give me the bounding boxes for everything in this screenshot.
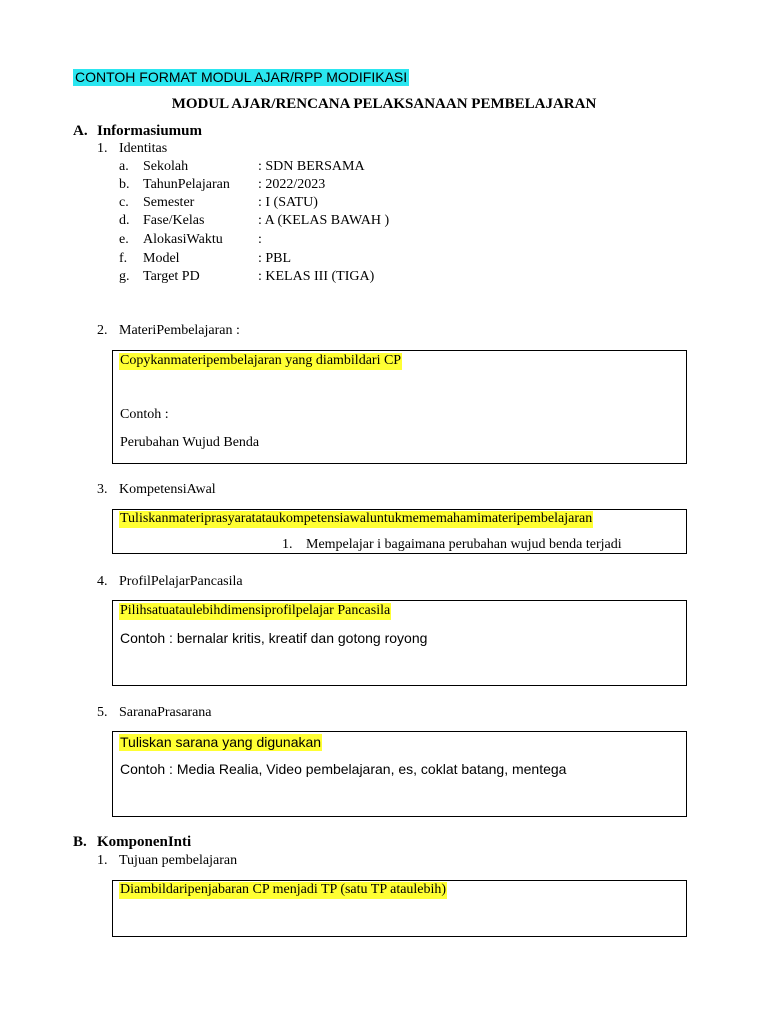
- row-letter: d.: [119, 213, 130, 228]
- profil-highlight: Pilihsatuataulebihdimensiprofilpelajar Pancasila: [120, 603, 391, 618]
- row-value: : 2022/2023: [258, 177, 326, 192]
- row-letter: a.: [119, 159, 129, 174]
- materi-number: 2.: [97, 323, 108, 338]
- materi-highlight: Copykanmateripembelajaran yang diambildari CP: [120, 353, 402, 368]
- row-label: AlokasiWaktu: [143, 232, 223, 247]
- row-label: Model: [143, 251, 180, 266]
- materi-contoh-label: Contoh :: [120, 407, 169, 422]
- materi-contoh-value: Perubahan Wujud Benda: [120, 435, 260, 450]
- row-label: Sekolah: [143, 159, 189, 174]
- row-letter: c.: [119, 195, 129, 210]
- tujuan-highlight: Diambildaripenjabaran CP menjadi TP (satu TP ataulebih): [120, 882, 447, 897]
- kompetensi-highlight: Tuliskanmateriprasyaratataukompetensiawaluntukmememahamimateripembelajaran: [120, 511, 593, 526]
- materi-heading: MateriPembelajaran :: [119, 323, 240, 338]
- row-letter: b.: [119, 177, 130, 192]
- tujuan-heading: Tujuan pembelajaran: [119, 853, 238, 868]
- section-b-title: KomponenInti: [97, 834, 192, 850]
- kompetensi-item-text: Mempelajar i bagaimana perubahan wujud benda terjadi: [306, 537, 622, 552]
- sarana-number: 5.: [97, 705, 108, 720]
- row-letter: f.: [119, 251, 128, 266]
- document-title: MODUL AJAR/RENCANA PELAKSANAAN PEMBELAJARAN: [171, 96, 597, 112]
- identitas-heading: Identitas: [119, 141, 168, 156]
- row-letter: e.: [119, 232, 129, 247]
- row-value: :: [258, 232, 262, 247]
- profil-heading: ProfilPelajarPancasila: [119, 574, 243, 589]
- header-note: CONTOH FORMAT MODUL AJAR/RPP MODIFIKASI: [75, 69, 408, 85]
- row-value: : I (SATU): [258, 195, 318, 210]
- kompetensi-heading: KompetensiAwal: [119, 482, 216, 497]
- row-label: Fase/Kelas: [143, 213, 205, 228]
- row-label: TahunPelajaran: [143, 177, 230, 192]
- row-label: Semester: [143, 195, 195, 210]
- sarana-heading: SaranaPrasarana: [119, 705, 212, 720]
- tujuan-number: 1.: [97, 853, 108, 868]
- kompetensi-item-number: 1.: [282, 537, 293, 552]
- sarana-contoh: Contoh : Media Realia, Video pembelajaran, es, coklat batang, mentega: [120, 761, 567, 777]
- profil-contoh: Contoh : bernalar kritis, kreatif dan gotong royong: [120, 630, 428, 646]
- row-letter: g.: [119, 269, 130, 284]
- sarana-highlight: Tuliskan sarana yang digunakan: [120, 734, 322, 750]
- row-value: : KELAS III (TIGA): [258, 269, 375, 284]
- row-value: : SDN BERSAMA: [258, 159, 365, 174]
- section-b-letter: B.: [73, 834, 87, 850]
- kompetensi-number: 3.: [97, 482, 108, 497]
- identitas-number: 1.: [97, 141, 108, 156]
- row-label: Target PD: [143, 269, 200, 284]
- section-a-letter: A.: [73, 123, 88, 139]
- row-value: : PBL: [258, 251, 292, 266]
- row-value: : A (KELAS BAWAH ): [258, 213, 390, 228]
- profil-number: 4.: [97, 574, 108, 589]
- section-a-title: Informasiumum: [97, 123, 203, 139]
